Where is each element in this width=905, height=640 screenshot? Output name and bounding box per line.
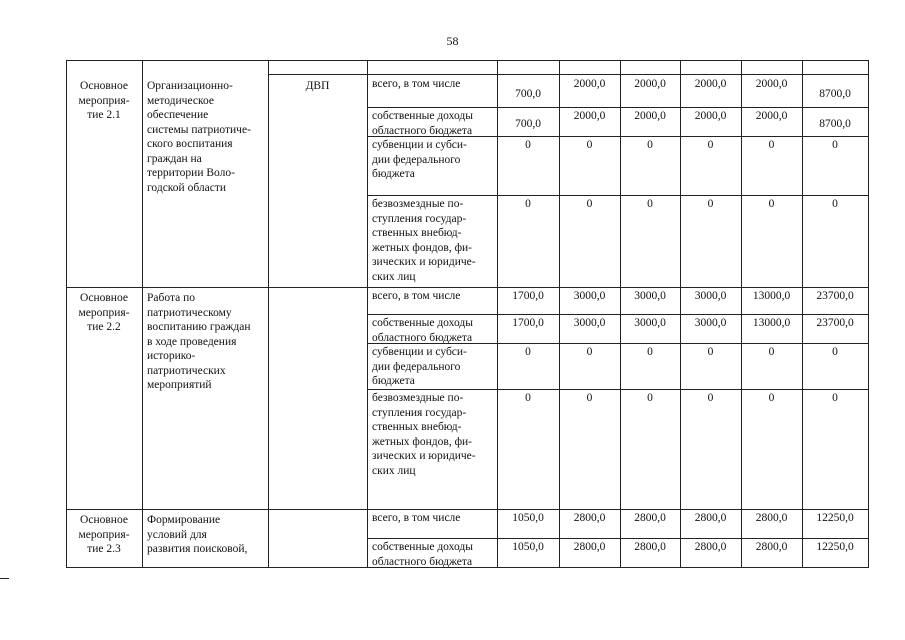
- value-cell: 2000,0: [755, 78, 788, 90]
- value-cell: 3000,0: [694, 317, 727, 329]
- value-cell: 0: [768, 139, 775, 151]
- value-cell: 0: [768, 392, 775, 404]
- value-cell: 23700,0: [816, 317, 854, 329]
- column-divider: [142, 60, 143, 567]
- subrow-divider: [367, 107, 869, 108]
- value-cell: 0: [832, 346, 838, 358]
- funding-source: всего, в том числе: [372, 290, 461, 302]
- value-cell: 12250,0: [816, 512, 854, 524]
- value-cell: 2000,0: [755, 110, 788, 122]
- table-top-border: [66, 60, 869, 61]
- measure-divider: [66, 287, 869, 288]
- value-cell: 0: [707, 139, 714, 151]
- value-cell: 2000,0: [573, 78, 606, 90]
- funding-source: собственные доходы областного бюджета: [372, 110, 473, 137]
- subrow-divider: [367, 314, 869, 315]
- value-cell: 3000,0: [573, 317, 606, 329]
- value-cell: 0: [647, 139, 653, 151]
- funding-source: всего, в том числе: [372, 78, 461, 90]
- value-cell: 0: [768, 346, 775, 358]
- value-cell: 0: [707, 346, 714, 358]
- value-cell: 700,0: [515, 118, 541, 130]
- value-cell: 0: [647, 198, 653, 210]
- funding-source: собственные доходы областного бюджета: [372, 541, 473, 568]
- funding-source: всего, в том числе: [372, 512, 461, 524]
- value-cell: 2000,0: [573, 110, 606, 122]
- value-cell: 0: [586, 346, 593, 358]
- value-cell: 1700,0: [512, 290, 544, 302]
- value-cell: 0: [832, 139, 838, 151]
- value-cell: 1050,0: [512, 512, 544, 524]
- value-cell: 23700,0: [816, 290, 854, 302]
- value-cell: 0: [707, 198, 714, 210]
- value-cell: 0: [707, 392, 714, 404]
- value-cell: 2800,0: [634, 541, 666, 553]
- value-cell: 13000,0: [752, 317, 791, 329]
- value-cell: 1050,0: [512, 541, 544, 553]
- value-cell: 2800,0: [573, 541, 606, 553]
- measure-label: Основное мероприя- тие 2.3: [78, 514, 130, 555]
- value-cell: 3000,0: [634, 317, 666, 329]
- value-cell: 2800,0: [755, 541, 788, 553]
- measure-label: Основное мероприя- тие 2.1: [78, 80, 130, 121]
- value-cell: 2000,0: [634, 78, 666, 90]
- value-cell: 0: [586, 139, 593, 151]
- value-cell: 2800,0: [573, 512, 606, 524]
- measure-divider: [66, 509, 869, 510]
- value-cell: 8700,0: [819, 88, 851, 100]
- value-cell: 13000,0: [752, 290, 791, 302]
- value-cell: 0: [647, 346, 653, 358]
- measure-name: Организационно- методическое обеспечение системы патриотиче- ского воспитания граждан на территории Воло- годской области: [147, 80, 251, 194]
- column-divider: [268, 60, 269, 567]
- value-cell: 2000,0: [634, 110, 666, 122]
- measure-label: Основное мероприя- тие 2.2: [78, 292, 130, 333]
- funding-source: собственные доходы областного бюджета: [372, 317, 473, 344]
- page-number: 58: [446, 34, 459, 48]
- value-cell: 0: [525, 139, 531, 151]
- value-cell: 2800,0: [694, 541, 727, 553]
- value-cell: 0: [525, 198, 531, 210]
- table-bottom-border: [66, 567, 869, 568]
- funding-source: субвенции и субси- дии федерального бюджета: [372, 139, 467, 180]
- value-cell: 12250,0: [816, 541, 854, 553]
- value-cell: 1700,0: [512, 317, 544, 329]
- value-cell: 0: [768, 198, 775, 210]
- value-cell: 0: [586, 198, 593, 210]
- header-bottom-border: [268, 74, 869, 75]
- value-cell: 0: [586, 392, 593, 404]
- value-cell: 0: [525, 346, 531, 358]
- measure-name: Работа по патриотическому воспитанию граждан в ходе проведения историко- патриотических мероприятий: [147, 292, 251, 391]
- subrow-divider: [367, 389, 869, 390]
- value-cell: 0: [647, 392, 653, 404]
- value-cell: 2800,0: [755, 512, 788, 524]
- value-cell: 2800,0: [694, 512, 727, 524]
- value-cell: 8700,0: [819, 118, 851, 130]
- value-cell: 3000,0: [573, 290, 606, 302]
- column-divider: [66, 60, 67, 567]
- funding-source: безвозмездные по- ступления государ- ственных внебюд- жетных фондов, фи- зических и юридиче- ских лиц: [372, 392, 476, 477]
- value-cell: 3000,0: [634, 290, 666, 302]
- value-cell: 0: [525, 392, 531, 404]
- funding-source: безвозмездные по- ступления государ- ственных внебюд- жетных фондов, фи- зических и юридиче- ских лиц: [372, 198, 476, 283]
- value-cell: 3000,0: [694, 290, 727, 302]
- value-cell: 0: [832, 392, 838, 404]
- value-cell: 2800,0: [634, 512, 666, 524]
- value-cell: 0: [832, 198, 838, 210]
- value-cell: 700,0: [515, 88, 541, 100]
- funding-source: субвенции и субси- дии федерального бюджета: [372, 346, 467, 387]
- value-cell: 2000,0: [694, 78, 727, 90]
- subrow-divider: [367, 195, 869, 196]
- subrow-divider: [367, 538, 869, 539]
- value-cell: 2000,0: [694, 110, 727, 122]
- measure-executor: ДВП: [305, 80, 330, 92]
- measure-name: Формирование условий для развития поисковой,: [147, 514, 248, 555]
